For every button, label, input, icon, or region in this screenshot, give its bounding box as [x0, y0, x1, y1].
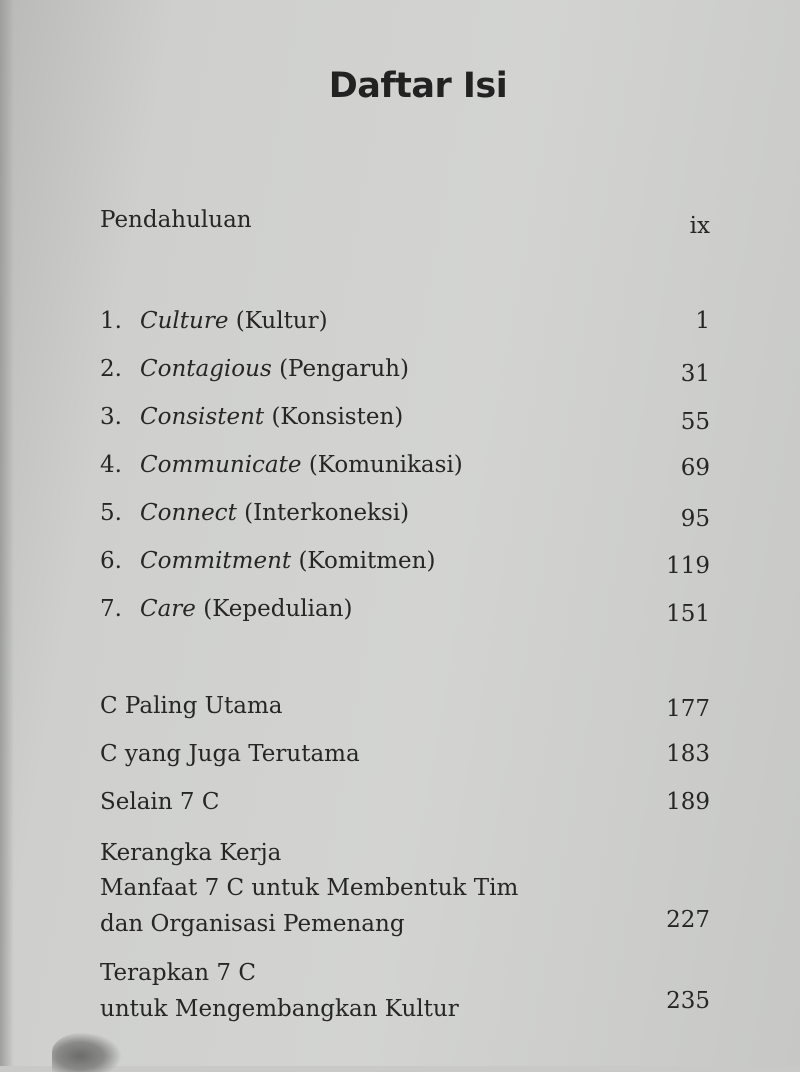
chapter-number: 1.: [100, 308, 122, 334]
chapter-page: 69: [680, 455, 710, 481]
toc-entry-label: Selain 7 C: [100, 789, 220, 815]
chapter-page: 151: [666, 601, 710, 627]
chapter-title-en: Connect: [140, 500, 237, 526]
chapter-number: 5.: [100, 500, 122, 526]
chapter-title-id: (Pengaruh): [279, 356, 409, 382]
toc-entry-label: C Paling Utama: [100, 693, 283, 719]
chapter-title-id: (Kepedulian): [203, 596, 353, 622]
toc-entry-label: C yang Juga Terutama: [100, 741, 360, 767]
chapter-page: 31: [680, 361, 710, 387]
toc-entry-page: 183: [666, 741, 710, 767]
chapter-title-en: Communicate: [140, 452, 302, 478]
page-title: Daftar Isi: [328, 66, 508, 106]
chapter-page: 95: [680, 506, 710, 532]
chapter-number: 6.: [100, 548, 122, 574]
chapter-title-id: (Komitmen): [298, 548, 436, 574]
toc-entry-label-line1: Terapkan 7 C: [100, 960, 256, 986]
chapter-number: 7.: [100, 596, 122, 622]
chapter-title-id: (Kultur): [235, 308, 328, 334]
toc-entry-page: 235: [666, 988, 710, 1014]
chapter-title-en: Consistent: [140, 404, 265, 430]
chapter-number: 3.: [100, 404, 122, 430]
toc-entry-label-line1: Kerangka Kerja: [100, 840, 282, 866]
chapter-title-en: Contagious: [140, 356, 272, 382]
toc-entry-label: Pendahuluan: [100, 207, 252, 233]
chapter-number: 2.: [100, 356, 122, 382]
toc-entry-page: 189: [666, 789, 710, 815]
chapter-number: 4.: [100, 452, 122, 478]
decorative-ornament: [52, 1032, 122, 1072]
chapter-page: 1: [695, 308, 710, 334]
chapter-page: 55: [680, 409, 710, 435]
chapter-title-en: Care: [140, 596, 196, 622]
toc-entry-page: 227: [666, 907, 710, 933]
chapter-title-en: Culture: [140, 308, 229, 334]
chapter-page: 119: [666, 553, 710, 579]
chapter-title-id: (Konsisten): [271, 404, 404, 430]
chapter-title-en: Commitment: [140, 548, 292, 574]
chapter-title-id: (Komunikasi): [308, 452, 463, 478]
toc-entry-page: ix: [689, 213, 710, 239]
toc-entry-page: 177: [666, 696, 710, 722]
toc-entry-label-line3: dan Organisasi Pemenang: [100, 911, 405, 937]
chapter-title-id: (Interkoneksi): [244, 500, 410, 526]
toc-entry-label-line2: Manfaat 7 C untuk Membentuk Tim: [100, 875, 519, 901]
page-binding-shadow: [0, 0, 14, 1066]
toc-entry-label-line2: untuk Mengembangkan Kultur: [100, 996, 459, 1022]
